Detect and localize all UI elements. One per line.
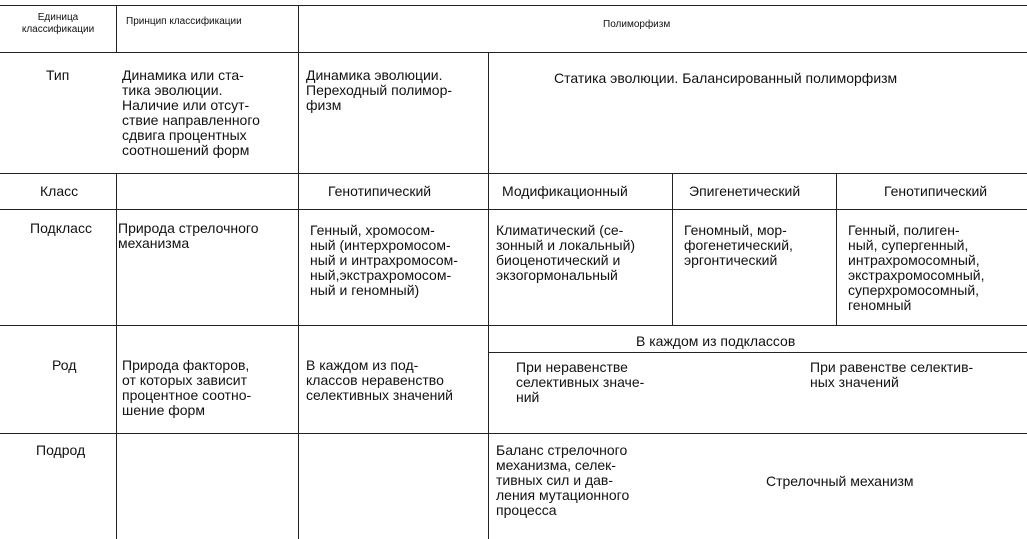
type-label: Тип: [46, 67, 70, 83]
vrule-principle: [298, 5, 299, 539]
vrule-mod: [672, 173, 673, 325]
rule-genus: [0, 433, 1027, 434]
genus-equal: При равенстве селектив- ных значений: [810, 359, 974, 390]
rule-in-each: [488, 352, 1027, 353]
genus-col1: В каждом из под- классов неравенство селективных значений: [306, 357, 453, 403]
subgenus-arrow: Стрелочный механизм: [766, 473, 914, 489]
vrule-unit: [116, 5, 117, 53]
genus-in-each: В каждом из подклассов: [636, 333, 796, 349]
rule-type: [0, 173, 1027, 174]
class-label: Класс: [40, 183, 79, 199]
genus-unequal: При неравенстве селективных значе- ний: [516, 359, 645, 405]
subclass-principle: Природа стрелочного механизма: [118, 220, 259, 251]
subclass-label: Подкласс: [30, 220, 92, 236]
class-genotypic-2: Генотипический: [884, 183, 988, 199]
subclass-col4: Генный, полиген- ный, супергенный, интрахромосомный, экстрахромосомный, суперхромосомный, геномный: [848, 222, 985, 313]
vrule-epi: [836, 173, 837, 325]
rule-class: [0, 209, 1027, 210]
subclass-col2: Климатический (се- зонный и локальный) биоценотический и экзогормональный: [496, 222, 636, 283]
vrule-dynamic: [488, 52, 489, 539]
subclass-col1: Генный, хромосом- ный (интерхромосом- ный и интрахромосом- ный,экстрахромосом- ный и геномный): [310, 222, 458, 298]
header-polymorphism: Полиморфизм: [603, 19, 671, 30]
header-unit: Единица классификации: [21, 12, 95, 35]
type-principle: Динамика или ста- тика эволюции. Наличие или отсут- ствие направленного сдвига процентных соотношений форм: [122, 67, 260, 158]
rule-subclass: [0, 325, 1027, 326]
vrule-unit-body: [116, 173, 117, 539]
class-genotypic-1: Генотипический: [328, 183, 432, 199]
subgenus-balance: Баланс стрелочного механизма, селек- тивных сил и дав- ления мутационного процесса: [496, 442, 630, 518]
rule-top: [0, 5, 1027, 6]
type-static: Статика эволюции. Балансированный полиморфизм: [554, 70, 898, 86]
subclass-col3: Геномный, мор- фогенетический, эргонтический: [684, 222, 793, 268]
genus-principle: Природа факторов, от которых зависит процентное соотно- шение форм: [122, 357, 252, 418]
header-principle: Принцип классификации: [126, 16, 242, 27]
class-modification: Модификационный: [502, 183, 628, 199]
subgenus-label: Подрод: [36, 442, 86, 458]
type-dynamic: Динамика эволюции. Переходный полимор- физм: [306, 67, 453, 113]
class-epigenetic: Эпигенетический: [689, 183, 801, 199]
genus-label: Род: [52, 357, 77, 373]
rule-header: [0, 52, 1027, 53]
